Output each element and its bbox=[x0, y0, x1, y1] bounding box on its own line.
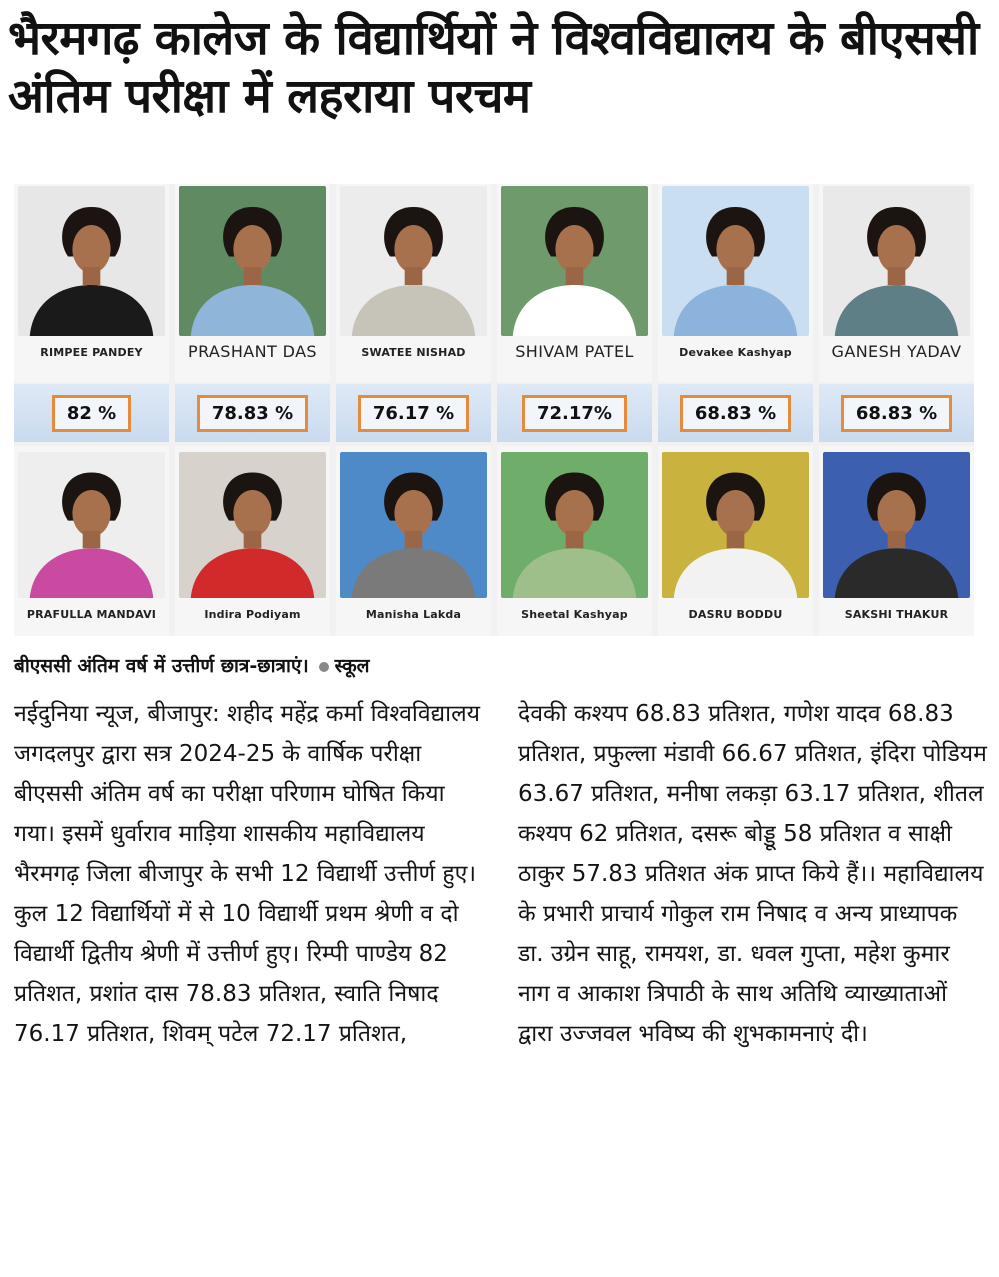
student-photo bbox=[823, 452, 970, 598]
student-card bbox=[819, 184, 974, 382]
student-card bbox=[14, 184, 169, 382]
student-name: RIMPEE PANDEY bbox=[40, 346, 143, 359]
article-body-left: नईदुनिया न्यूज, बीजापुर: शहीद महेंद्र कर्मा विश्वविद्यालय जगदलपुर द्वारा सत्र 2024-25 के वार्षिक परीक्षा बीएससी अंतिम वर्ष का परीक्षा परिणाम घोषित किया गया। इसमें धुर्वाराव माड़िया शासकीय महाविद्यालय भैरमगढ़ जिला बीजापुर के सभी 12 विद्यार्थी उत्तीर्ण हुए। कुल 12 विद्यार्थियों में से 10 विद्यार्थी प्रथम श्रेणी व दो विद्यार्थी द्वितीय श्रेणी में उत्तीर्ण हुए। रिम्पी पाण्डेय 82 प्रतिशत, प्रशांत दास 78.83 प्रतिशत, स्वाति निषाद 76.17 प्रतिशत, शिवम् पटेल 72.17 प्रतिशत, bbox=[14, 701, 481, 1047]
student-photo-icon bbox=[501, 452, 648, 598]
student-photo-icon bbox=[340, 452, 487, 598]
student-card bbox=[819, 446, 974, 636]
student-name: DASRU BODDU bbox=[688, 608, 783, 621]
percentage-cell bbox=[658, 384, 813, 442]
student-photo bbox=[18, 186, 165, 336]
student-photo-icon bbox=[18, 186, 165, 336]
student-photo bbox=[340, 186, 487, 336]
student-photo bbox=[18, 452, 165, 598]
percentage-badge: 78.83 % bbox=[197, 395, 308, 432]
student-card bbox=[497, 446, 652, 636]
student-photo-icon bbox=[662, 452, 809, 598]
student-card bbox=[175, 184, 330, 382]
student-name: PRAFULLA MANDAVI bbox=[26, 608, 157, 621]
caption-source: स्कूल bbox=[334, 655, 370, 677]
student-card bbox=[336, 184, 491, 382]
percentage-badge: 68.83 % bbox=[841, 395, 952, 432]
student-photo-icon bbox=[823, 186, 970, 336]
percentage-row bbox=[14, 384, 974, 442]
student-photo-icon bbox=[501, 186, 648, 336]
student-name: GANESH YADAV bbox=[831, 342, 962, 361]
percentage-cell bbox=[819, 384, 974, 442]
percentage-badge: 68.83 % bbox=[680, 395, 791, 432]
student-photo bbox=[179, 452, 326, 598]
student-name: SWATEE NISHAD bbox=[361, 346, 466, 359]
student-photo-grid bbox=[14, 184, 974, 636]
percentage-cell bbox=[497, 384, 652, 442]
student-photo bbox=[501, 452, 648, 598]
student-photo bbox=[179, 186, 326, 336]
percentage-badge: 82 % bbox=[52, 395, 131, 432]
student-photo bbox=[823, 186, 970, 336]
photo-caption bbox=[14, 652, 370, 678]
student-photo bbox=[340, 452, 487, 598]
student-name: SHIVAM PATEL bbox=[515, 342, 634, 361]
student-photo-icon bbox=[179, 452, 326, 598]
student-card bbox=[14, 446, 169, 636]
article-body-right: देवकी कश्यप 68.83 प्रतिशत, गणेश यादव 68.83 प्रतिशत, प्रफुल्ला मंडावी 66.67 प्रतिशत, इंदिरा पोडियम 63.67 प्रतिशत, मनीषा लकड़ा 63.17 प्रतिशत, शीतल कश्यप 62 प्रतिशत, दसरू बोड्डू 58 प्रतिशत व साक्षी ठाकुर 57.83 प्रतिशत अंक प्राप्त किये हैं।। महाविद्यालय के प्रभारी प्राचार्य गोकुल राम निषाद व अन्य प्राध्यापक डा. उग्रेन साहू, रामयश, डा. धवल गुप्ता, महेश कुमार नाग व आकाश त्रिपाठी के साथ अतिथि व्याख्याताओं द्वारा उज्जवल भविष्य की शुभकामनाएं दी। bbox=[518, 701, 987, 1047]
student-card bbox=[175, 446, 330, 636]
student-name: Sheetal Kashyap bbox=[521, 608, 628, 621]
percentage-badge: 72.17% bbox=[522, 395, 627, 432]
student-name: PRASHANT DAS bbox=[188, 342, 317, 361]
student-name: SAKSHI THAKUR bbox=[844, 608, 949, 621]
student-card bbox=[336, 446, 491, 636]
student-photo-icon bbox=[662, 186, 809, 336]
headline: भैरमगढ़ कालेज के विद्यार्थियों ने विश्वविद्यालय के बीएससी अंतिम परीक्षा में लहराया परचम bbox=[8, 11, 979, 124]
student-name: Manisha Lakda bbox=[365, 608, 462, 621]
student-photo bbox=[662, 452, 809, 598]
student-card bbox=[658, 446, 813, 636]
student-photo bbox=[662, 186, 809, 336]
student-photo bbox=[501, 186, 648, 336]
bottom-student-row bbox=[14, 446, 974, 636]
percentage-cell bbox=[14, 384, 169, 442]
student-photo-icon bbox=[18, 452, 165, 598]
bullet-icon bbox=[319, 662, 329, 672]
student-name: Devakee Kashyap bbox=[679, 346, 792, 359]
percentage-badge: 76.17 % bbox=[358, 395, 469, 432]
student-card bbox=[497, 184, 652, 382]
percentage-cell bbox=[336, 384, 491, 442]
student-name: Indira Podiyam bbox=[204, 608, 301, 621]
caption-text: बीएससी अंतिम वर्ष में उत्तीर्ण छात्र-छात्राएं। bbox=[14, 655, 309, 677]
student-card bbox=[658, 184, 813, 382]
student-photo-icon bbox=[823, 452, 970, 598]
student-photo-icon bbox=[179, 186, 326, 336]
percentage-cell bbox=[175, 384, 330, 442]
top-student-row bbox=[14, 184, 974, 382]
student-photo-icon bbox=[340, 186, 487, 336]
